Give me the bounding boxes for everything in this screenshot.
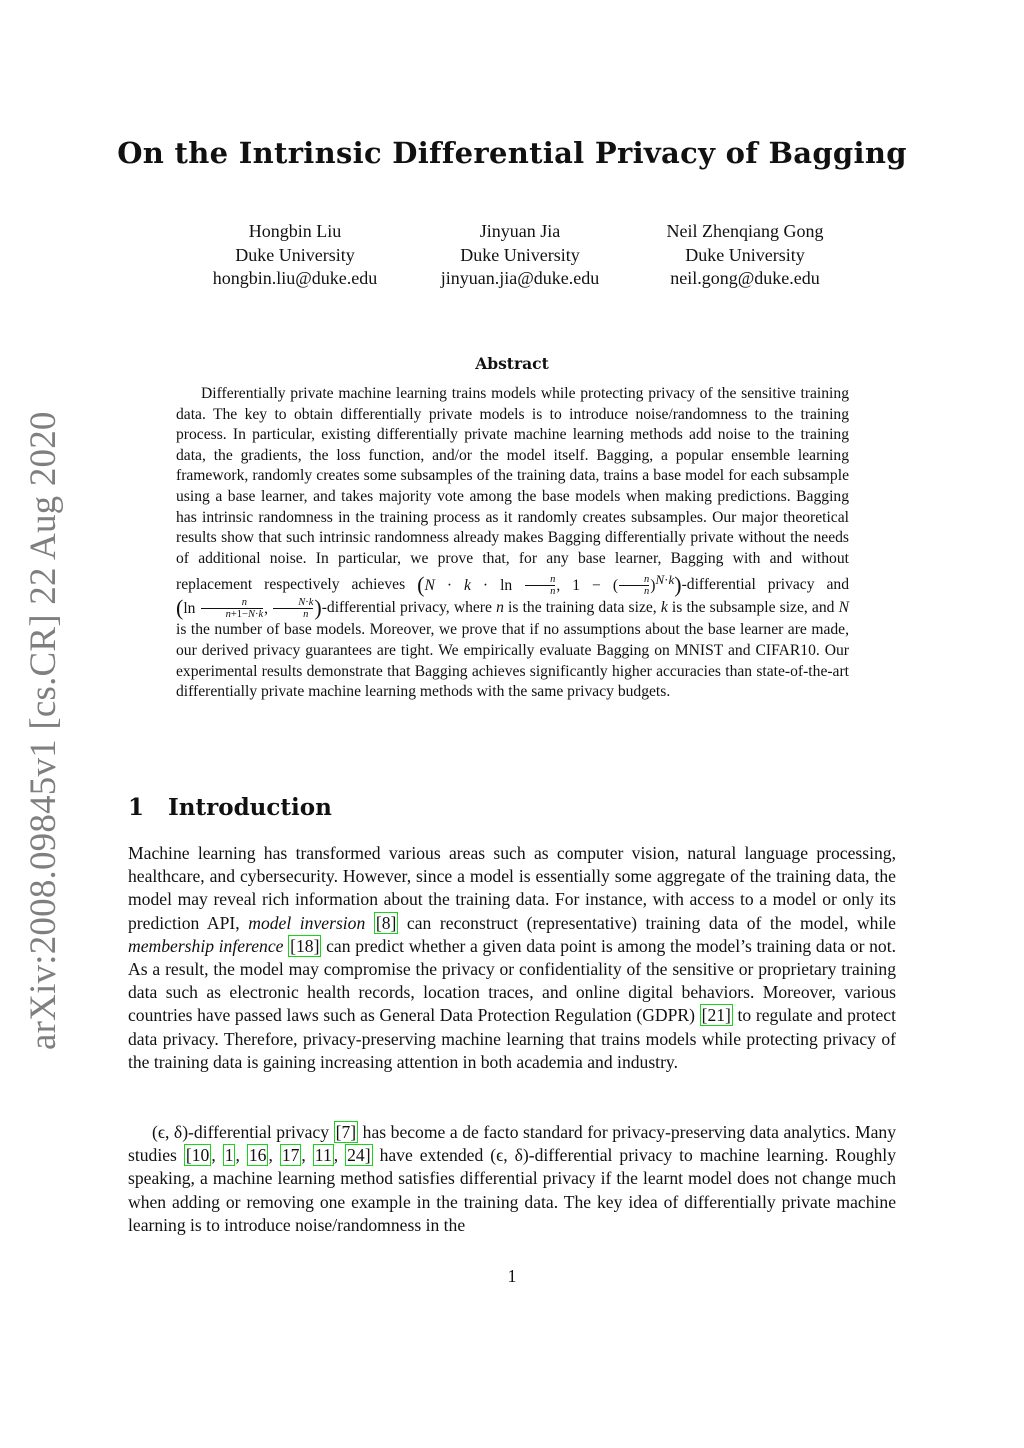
author-name: Neil Zhenqiang Gong [666,221,824,241]
citation-link[interactable]: [10 [185,1145,210,1166]
formula-without-replacement: (ln $\frac{n}{n+1-N\cdot k}$ , $\frac{N\cdot k}{n}$ ) [176,594,322,621]
citation-link[interactable]: 11 [314,1145,332,1166]
page-number: 1 [507,1266,517,1286]
citation-link[interactable]: [18] [290,935,320,956]
citation-link[interactable]: [21] [701,1005,731,1026]
author-1 [190,220,400,291]
citation-link[interactable]: 24] [347,1145,371,1166]
author-name: Jinyuan Jia [479,221,561,241]
intro-paragraph-1: Machine learning has transformed various areas such as computer vision, natural language processing, healthcare, and cybersecurity. However, since a model is essentially some aggregate of the training data, the model may reveal rich information about the training data. For instance, with access to a model or only its prediction API, model inversion [8] can reconstruct (representative) training data of the model, while membership inference [18] can predict whether a given data point is among the model’s training data or not. As a result, the model may compromise the privacy or confidentiality of the sensitive or proprietary training data such as electronic health records, location traces, and online digital behaviors. Moreover, various countries have passed laws such as General Data Protection Regulation (GDPR) [21] to regulate and protect data privacy. Therefore, privacy-preserving machine learning that trains models while protecting privacy of the training data is gaining increasing attention in both academia and industry. [128,843,897,1072]
author-3 [640,220,850,291]
author-block [190,220,850,291]
section-heading-introduction: 1 Introduction [128,794,332,821]
formula-with-replacement: (N · k · ln $\frac{n}{n}$ , 1 − ( $\frac{n}{n}$ )$^{N\cdot k}$) [417,571,682,598]
author-affiliation: Duke University [460,244,580,265]
citation-link[interactable]: 1 [224,1145,234,1166]
author-name: Hongbin Liu [248,221,342,241]
author-email: jinyuan.jia@duke.edu [440,268,600,288]
author-2 [415,220,625,291]
author-email: hongbin.liu@duke.edu [212,268,378,288]
author-affiliation: Duke University [685,244,805,265]
citation-link[interactable]: 16 [248,1145,267,1166]
citation-link[interactable]: [8] [375,912,397,933]
author-email: neil.gong@duke.edu [670,268,820,288]
citation-link[interactable]: [7] [335,1122,357,1142]
intro-paragraph-2: (ϵ, δ)-differential privacy [7] has become a de facto standard for privacy-preserving data analytics. Many studies [10 , 1 , 16 , 17 , 11 , 24] have extended (ϵ, δ)-differential privacy to machine learning. Roughly speaking, a machine learning method satisfies differential privacy if the learnt model does not change much when adding or removing one example in the training data. The key idea of differentially private machine learning is to introduce noise/randomness in the [128,1122,896,1235]
citation-link[interactable]: 17 [281,1145,300,1166]
abstract-heading: Abstract [475,354,549,373]
arxiv-stamp: arXiv:2008.09845v1 [cs.CR] 22 Aug 2020 [23,411,64,1050]
paper-title: On the Intrinsic Differential Privacy of Bagging [117,136,907,170]
abstract-body: Differentially private machine learning trains models while protecting privacy of the sensitive training data. The key to obtain differentially private models is to introduce noise/randomness to the training process. In particular, existing differentially private machine learning methods add noise to the training data, the gradients, the loss function, and/or the model itself. Bagging, a popular ensemble learning framework, randomly creates some subsamples of the training data, trains a base model for each subsample using a base learner, and takes majority vote among the base models when making predictions. Bagging has intrinsic randomness in the training process as it randomly creates subsamples. Our major theoretical results show that such intrinsic randomness already makes Bagging differentially private without the needs of additional noise. In particular, we prove that, for any base learner, Bagging with and without replacement respectively achieves (N · k · ln $\frac{n}{n}$ , 1 − ( $\frac{n}{n}$ )$^{N\cdot k}$)-differential privacy and (ln $\frac{n}{n+1-N\cdot k}$ , $\frac{N\cdot k}{n}$ )-differential privacy, where n is the training data size, k is the subsample size, and N is the number of base models. Moreover, we prove that if no assumptions about the base learner are made, our derived privacy guarantees are tight. We empirically evaluate Bagging on MNIST and CIFAR10. Our experimental results demonstrate that Bagging achieves significantly higher accuracies than state-of-the-art differentially private machine learning methods with the same privacy budgets. [176,385,850,701]
author-affiliation: Duke University [235,244,355,265]
